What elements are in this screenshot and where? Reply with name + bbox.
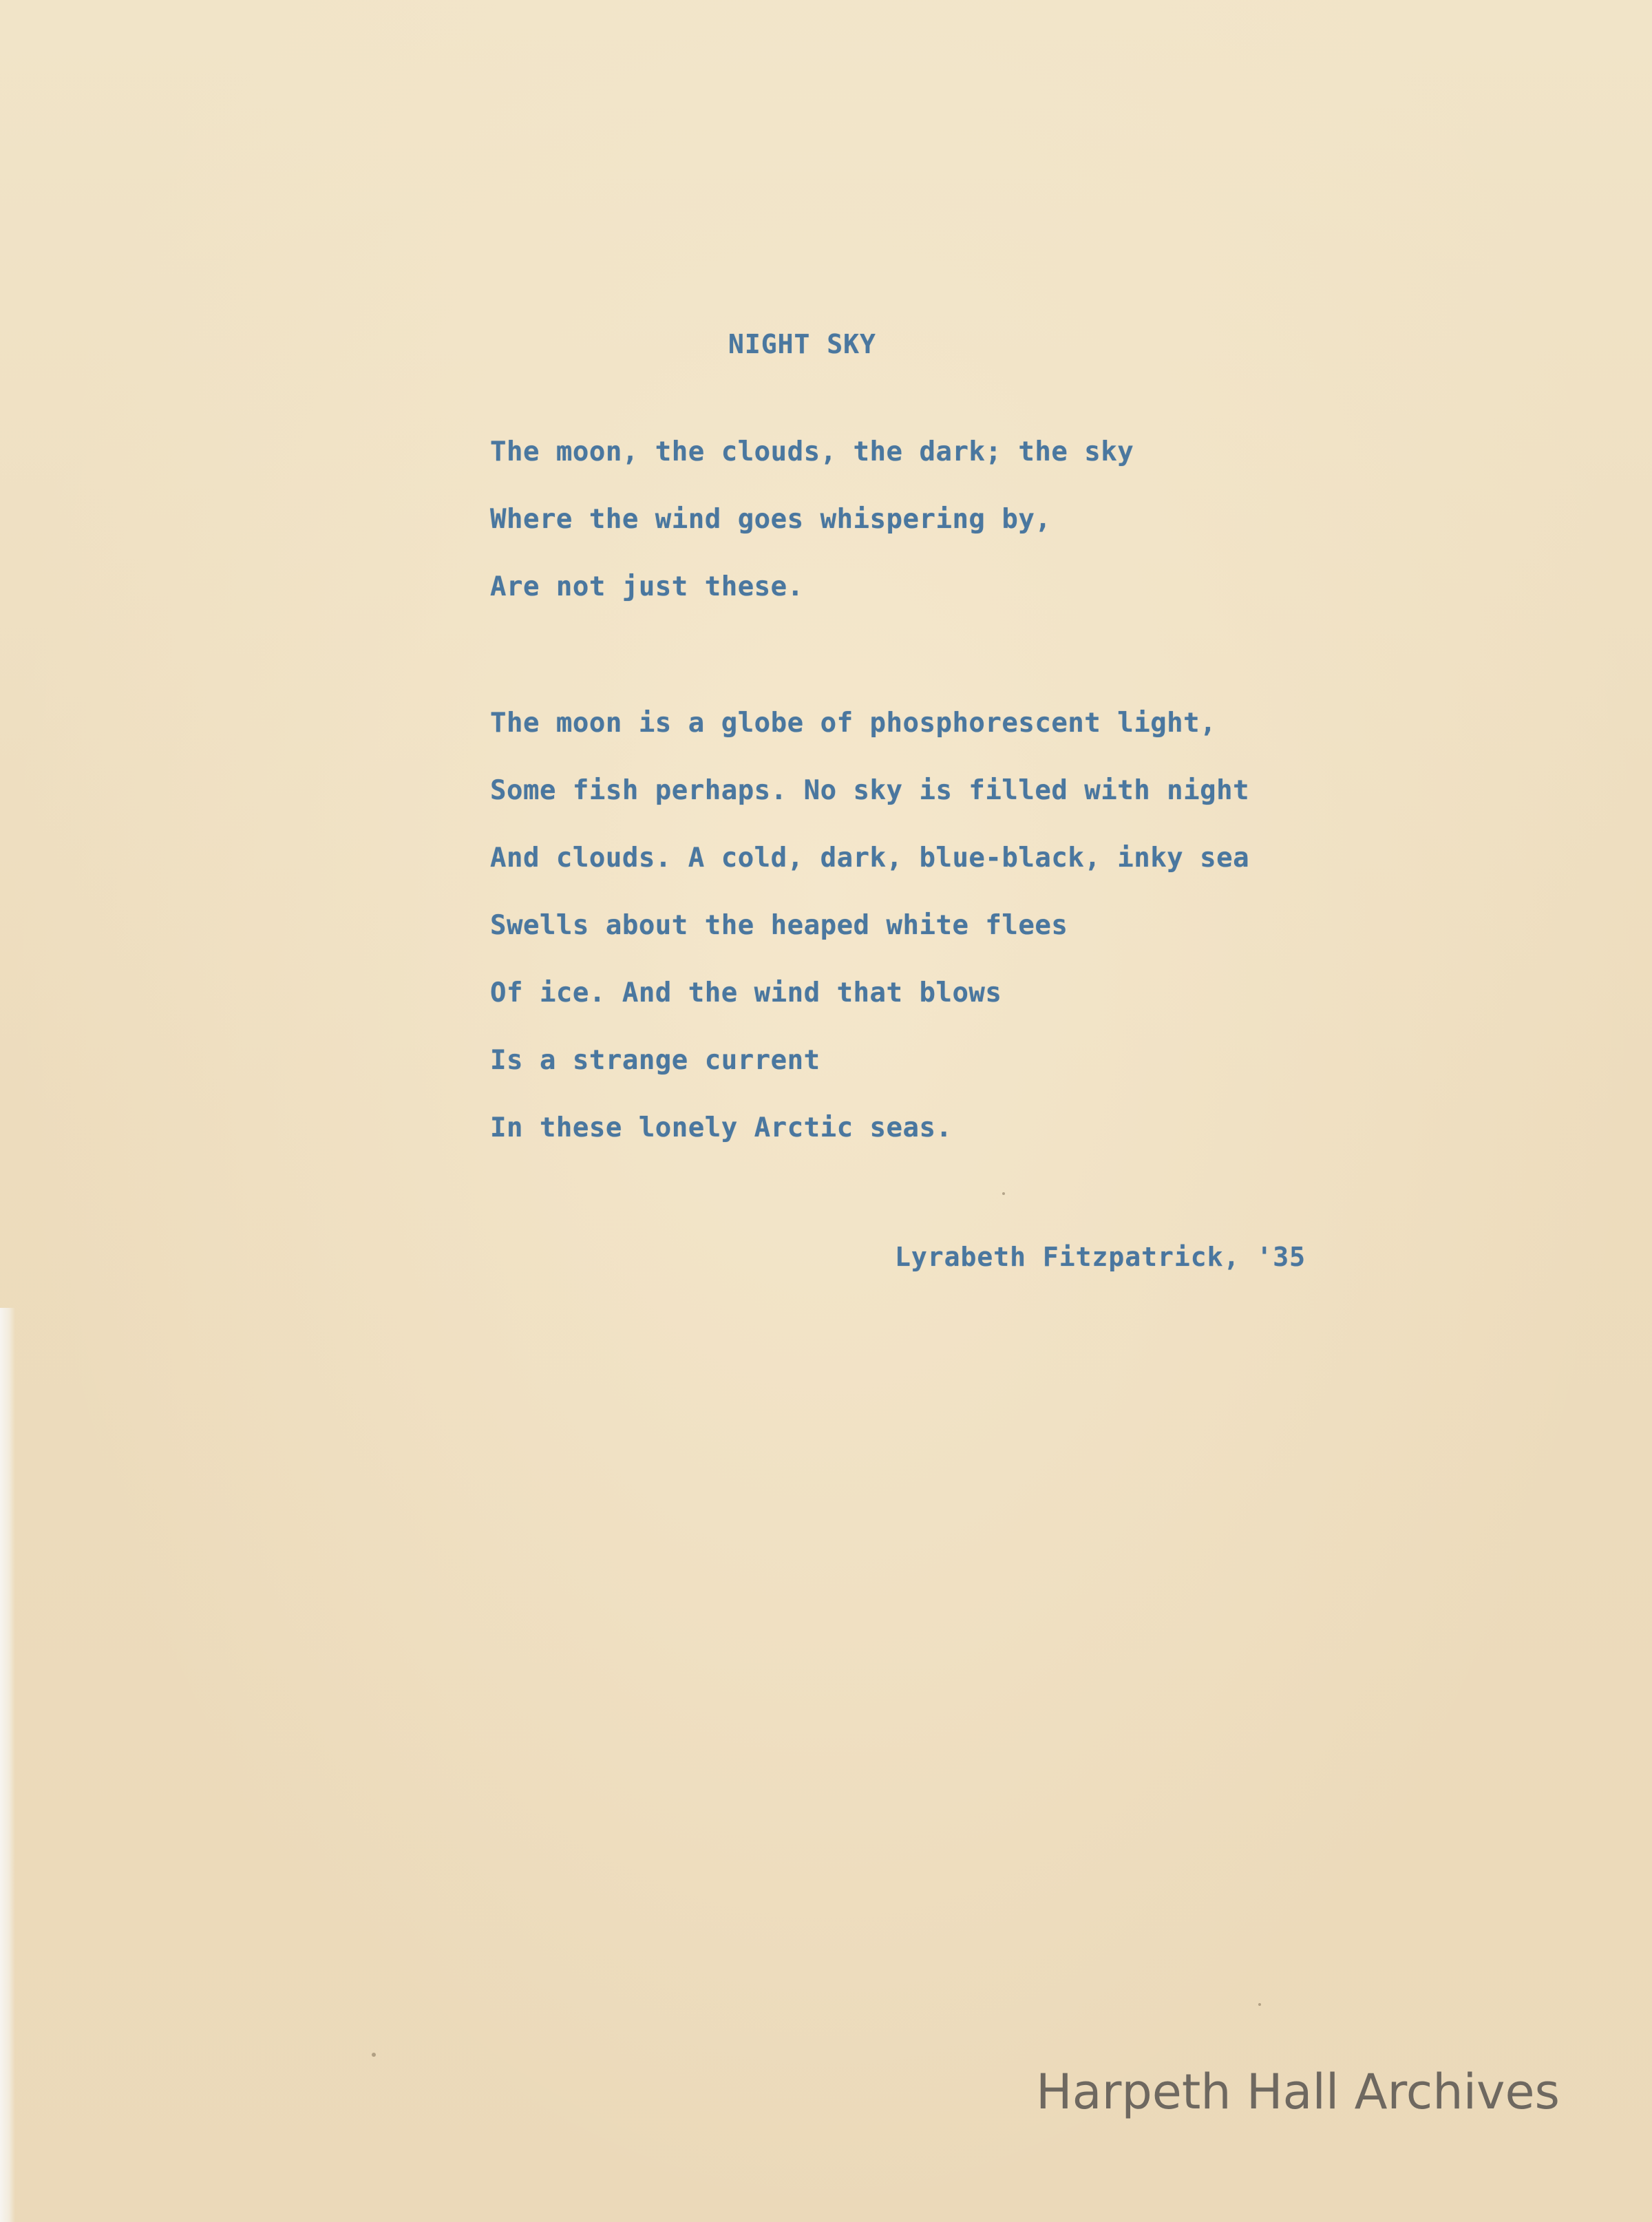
stanza-2 [490,690,1249,1162]
poem-line: Are not just these. [490,571,804,602]
paper-edge [0,1308,15,2222]
author-signature: Lyrabeth Fitzpatrick, '35 [895,1242,1306,1272]
poem-line: Where the wind goes whispering by, [490,504,1052,535]
archive-watermark: Harpeth Hall Archives [1036,2064,1560,2120]
poem-title: NIGHT SKY [728,329,876,359]
paper-speck [1002,1192,1005,1195]
paper-speck [372,2053,376,2057]
poem-line: And clouds. A cold, dark, blue-black, inky sea [490,843,1250,874]
poem-line: Of ice. And the wind that blows [490,977,1002,1008]
paper-speck [1258,2003,1261,2006]
poem-line: Swells about the heaped white flees [490,910,1068,941]
poem-line: Some fish perhaps. No sky is filled with night [490,775,1250,806]
poem-line: In these lonely Arctic seas. [490,1112,953,1143]
poem-line: The moon, the clouds, the dark; the sky [490,436,1134,467]
poem-line: The moon is a globe of phosphorescent light, [490,708,1217,739]
poem-line: Is a strange current [490,1045,820,1076]
stanza-1 [490,419,1134,621]
